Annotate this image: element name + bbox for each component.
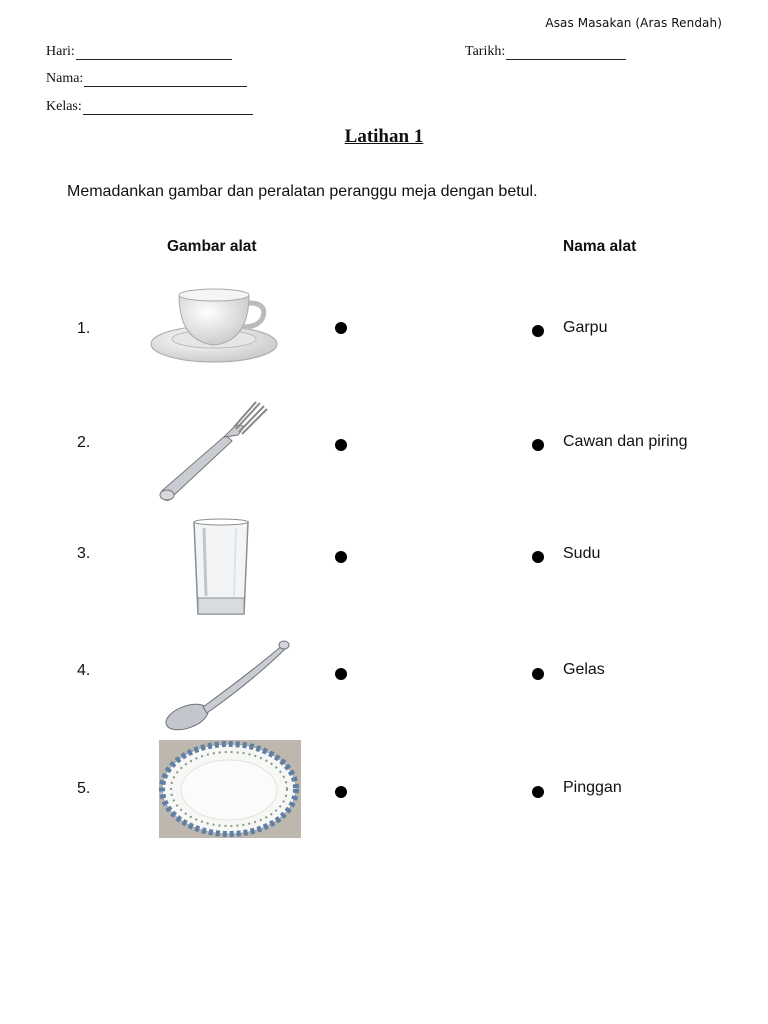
glass-image xyxy=(186,518,257,621)
tool-name: Sudu xyxy=(563,545,601,562)
nama-field[interactable] xyxy=(46,71,247,87)
item-number: 3. xyxy=(77,545,91,562)
column-header-image: Gambar alat xyxy=(167,238,257,255)
kelas-blank[interactable] xyxy=(83,101,253,115)
item-number: 2. xyxy=(77,434,91,451)
kelas-field[interactable] xyxy=(46,99,253,115)
match-dot-right[interactable] xyxy=(532,439,544,451)
tool-name: Cawan dan piring xyxy=(563,433,688,450)
match-dot-right[interactable] xyxy=(532,551,544,563)
match-dot-right[interactable] xyxy=(532,325,544,337)
match-dot-left[interactable] xyxy=(335,551,347,563)
match-dot-left[interactable] xyxy=(335,668,347,680)
cup-and-saucer-image xyxy=(139,281,290,377)
tool-name: Pinggan xyxy=(563,779,622,796)
tarikh-label: Tarikh: xyxy=(465,44,506,59)
match-dot-left[interactable] xyxy=(335,439,347,451)
match-dot-left[interactable] xyxy=(335,322,347,334)
tarikh-field[interactable] xyxy=(465,44,626,60)
hari-field[interactable] xyxy=(46,44,232,60)
match-dot-right[interactable] xyxy=(532,668,544,680)
instruction-text: Memadankan gambar dan peralatan peranggu meja dengan betul. xyxy=(67,183,538,200)
tool-name: Garpu xyxy=(563,319,608,336)
spoon-image xyxy=(157,635,297,736)
nama-label: Nama: xyxy=(46,71,84,86)
subject-header: Asas Masakan (Aras Rendah) xyxy=(545,16,722,30)
hari-blank[interactable] xyxy=(76,46,232,60)
nama-blank[interactable] xyxy=(84,73,247,87)
item-number: 5. xyxy=(77,780,91,797)
match-dot-right[interactable] xyxy=(532,786,544,798)
item-number: 4. xyxy=(77,662,91,679)
match-dot-left[interactable] xyxy=(335,786,347,798)
plate-image xyxy=(159,740,301,838)
kelas-label: Kelas: xyxy=(46,99,82,114)
hari-label: Hari: xyxy=(46,44,75,59)
tarikh-blank[interactable] xyxy=(506,46,626,60)
exercise-title: Latihan 1 xyxy=(344,126,424,147)
fork-image xyxy=(152,397,271,508)
column-header-name: Nama alat xyxy=(563,238,637,255)
tool-name: Gelas xyxy=(563,661,605,678)
item-number: 1. xyxy=(77,320,91,337)
